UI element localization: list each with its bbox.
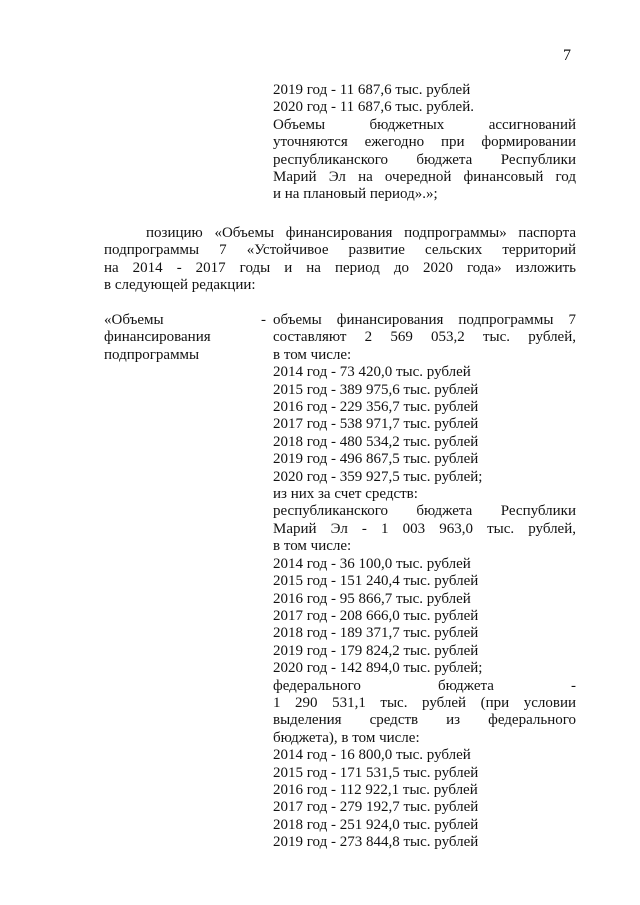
position-paragraph — [104, 225, 576, 295]
content-line: 2015 год - 171 531,5 тыс. рублей — [273, 764, 479, 781]
paragraph-line: на 2014 - 2017 годы и на период до 2020 года» изложить — [104, 259, 576, 276]
content-line: бюджета), в том числе: — [273, 729, 420, 746]
content-line: 2015 год - 151 240,4 тыс. рублей — [273, 573, 479, 590]
content-line: 2015 год - 389 975,6 тыс. рублей — [273, 381, 479, 398]
year-line: 2019 год - 11 687,6 тыс. рублей — [273, 82, 471, 98]
content-line: 2014 год - 16 800,0 тыс. рублей — [273, 747, 471, 764]
page-number: 7 — [563, 47, 571, 64]
content-line: 2017 год - 208 666,0 тыс. рублей — [273, 607, 479, 624]
label-line: «Объемы — [104, 312, 164, 328]
content-line: 2016 год - 229 356,7 тыс. рублей — [273, 399, 479, 416]
content-line: 2018 год - 251 924,0 тыс. рублей — [273, 816, 479, 833]
note-line: Объемы бюджетных ассигнований — [273, 116, 576, 133]
row-content — [273, 312, 576, 852]
content-line: 2016 год - 112 922,1 тыс. рублей — [273, 781, 478, 798]
content-line: 2014 год - 36 100,0 тыс. рублей — [273, 555, 471, 572]
paragraph-line: позицию «Объемы финансирования подпрограммы» паспорта — [146, 225, 576, 241]
paragraph-line: подпрограммы 7 «Устойчивое развитие сельских территорий — [104, 242, 576, 259]
paragraph-line: в следующей редакции: — [104, 277, 256, 294]
content-line: Марий Эл - 1 003 963,0 тыс. рублей, — [273, 520, 576, 537]
content-line: 2018 год - 480 534,2 тыс. рублей — [273, 433, 479, 450]
row-dash: - — [261, 312, 266, 328]
content-line: в том числе: — [273, 538, 352, 555]
content-line: 2019 год - 179 824,2 тыс. рублей — [273, 642, 479, 659]
content-line: федерального бюджета - — [273, 677, 576, 694]
content-line: 2019 год - 496 867,5 тыс. рублей — [273, 451, 479, 468]
content-line: 2018 год - 189 371,7 тыс. рублей — [273, 625, 479, 642]
content-line: 2020 год - 359 927,5 тыс. рублей; — [273, 468, 483, 485]
content-line: объемы финансирования подпрограммы 7 — [273, 312, 576, 328]
note-line: республиканского бюджета Республики — [273, 151, 576, 168]
year-line: 2020 год - 11 687,6 тыс. рублей. — [273, 99, 474, 116]
content-line: из них за счет средств: — [273, 486, 418, 503]
note-line: уточняются ежегодно при формировании — [273, 134, 576, 151]
content-line: 1 290 531,1 тыс. рублей (при условии — [273, 694, 576, 711]
content-line: 2020 год - 142 894,0 тыс. рублей; — [273, 660, 483, 677]
label-line: финансирования — [104, 329, 211, 346]
content-line: составляют 2 569 053,2 тыс. рублей, — [273, 329, 576, 346]
content-line: 2019 год - 273 844,8 тыс. рублей — [273, 834, 479, 851]
row-label — [104, 312, 249, 364]
note-line: Марий Эл на очередной финансовый год — [273, 169, 576, 186]
content-line: республиканского бюджета Республики — [273, 503, 576, 520]
funding-continuation-block — [273, 82, 576, 204]
content-line: 2014 год - 73 420,0 тыс. рублей — [273, 364, 471, 381]
content-line: 2017 год - 538 971,7 тыс. рублей — [273, 416, 479, 433]
label-line: подпрограммы — [104, 346, 200, 363]
content-line: 2016 год - 95 866,7 тыс. рублей — [273, 590, 471, 607]
content-line: 2017 год - 279 192,7 тыс. рублей — [273, 799, 479, 816]
content-line: в том числе: — [273, 346, 352, 363]
note-line: и на плановый период».»; — [273, 186, 438, 203]
content-line: выделения средств из федерального — [273, 712, 576, 729]
